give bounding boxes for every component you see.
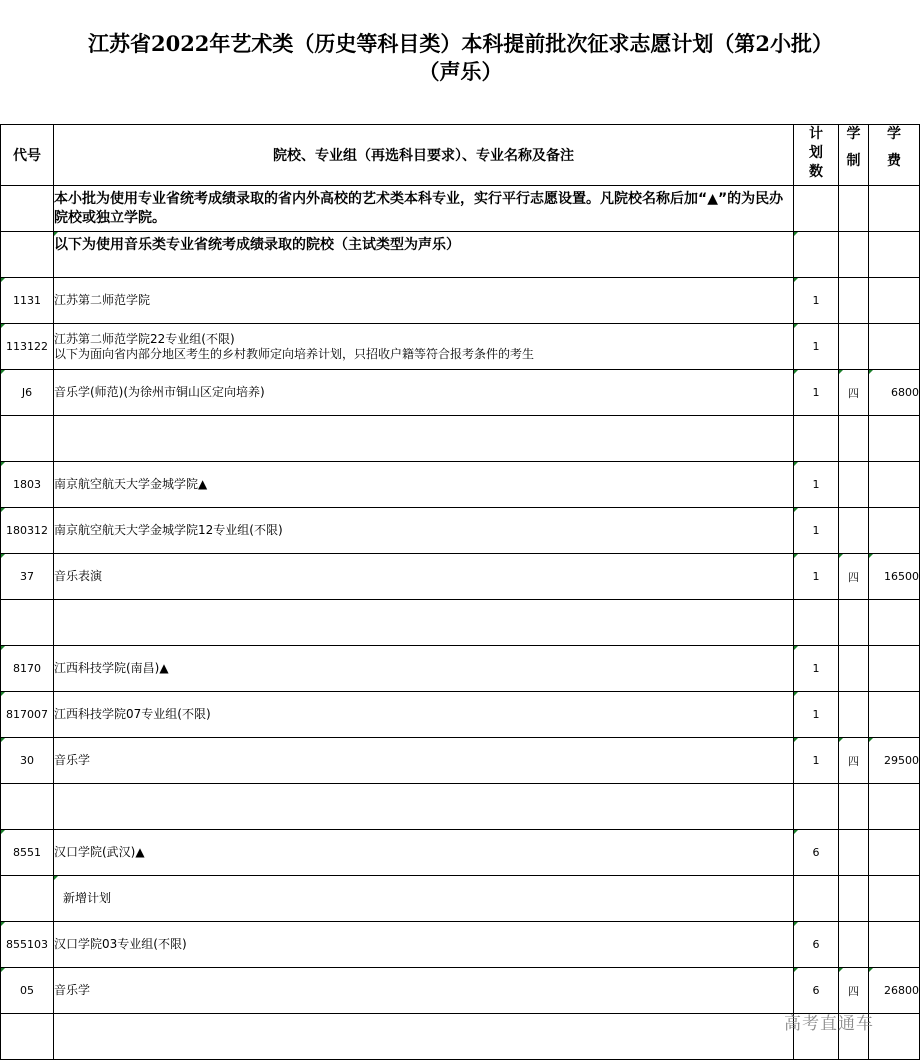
row-code: 1131 [1,278,54,324]
row-code [1,1014,54,1060]
table-row [1,738,920,784]
row-years [839,830,869,876]
row-code: 05 [1,968,54,1014]
row-plan: 1 [794,324,839,370]
watermark-text: 高考直通车 [784,1014,874,1034]
header-years: 学 制 [839,125,869,186]
row-plan: 6 [794,830,839,876]
header-plan-count: 计 划 数 [794,125,839,186]
row-fee: 6800 [869,370,920,416]
row-years [839,508,869,554]
row-code: 180312 [1,508,54,554]
row-description: 音乐学(师范)(为徐州市铜山区定向培养) [54,370,794,416]
row-description [54,416,794,462]
table-row [1,416,920,462]
row-fee [869,646,920,692]
row-fee [869,508,920,554]
row-description: 汉口学院(武汉)▲ [54,830,794,876]
row-years [839,600,869,646]
row-code: 113122 [1,324,54,370]
table-row [1,830,920,876]
row-description: 新增计划 [54,876,794,922]
row-description-line-2: 以下为面向省内部分地区考生的乡村教师定向培养计划，只招收户籍等符合报考条件的考生 [54,346,535,361]
row-code [1,784,54,830]
row-fee [869,1014,920,1060]
row-fee [869,922,920,968]
row-years [839,462,869,508]
table-row [1,508,920,554]
row-fee [869,600,920,646]
table-row [1,324,920,370]
table-row [1,462,920,508]
table-row [1,646,920,692]
row-years [839,922,869,968]
header-row [1,125,920,186]
row-description [54,324,794,370]
table-row [1,692,920,738]
row-description: 江西科技学院07专业组(不限) [54,692,794,738]
table-row [1,1014,920,1060]
row-plan: 1 [794,508,839,554]
row-plan: 1 [794,370,839,416]
row-years: 四 [839,738,869,784]
row-fee [869,830,920,876]
row-years: 四 [839,968,869,1014]
row-description: 南京航空航天大学金城学院12专业组(不限) [54,508,794,554]
row-code: 37 [1,554,54,600]
row-years [839,278,869,324]
intro-row [1,186,920,232]
row-code [1,876,54,922]
row-code [1,600,54,646]
row-fee [869,784,920,830]
table-row [1,278,920,324]
row-plan: 1 [794,692,839,738]
row-description: 音乐学 [54,738,794,784]
row-years [839,324,869,370]
row-description: 汉口学院03专业组(不限) [54,922,794,968]
row-code: J6 [1,370,54,416]
row-fee: 29500 [869,738,920,784]
header-description: 院校、专业组（再选科目要求）、专业名称及备注 [54,125,794,186]
row-description: 江苏第二师范学院 [54,278,794,324]
table-row [1,554,920,600]
row-description [54,600,794,646]
row-description [54,1014,794,1060]
table-row [1,784,920,830]
row-description: 音乐学 [54,968,794,1014]
row-description: 江西科技学院(南昌)▲ [54,646,794,692]
row-fee: 16500 [869,554,920,600]
row-years [839,646,869,692]
row-fee [869,692,920,738]
row-fee [869,278,920,324]
intro-text: 本小批为使用专业省统考成绩录取的省内外高校的艺术类本科专业，实行平行志愿设置。凡院校名称后加“▲”的为民办院校或独立学院。 [54,186,794,232]
table-row [1,876,920,922]
row-years [839,692,869,738]
row-code: 1803 [1,462,54,508]
row-plan [794,600,839,646]
row-plan: 1 [794,278,839,324]
row-code: 8170 [1,646,54,692]
row-fee [869,462,920,508]
page-title [0,30,921,86]
table-row [1,968,920,1014]
table-row [1,370,920,416]
table-row [1,922,920,968]
row-code: 855103 [1,922,54,968]
row-description [54,784,794,830]
row-code: 30 [1,738,54,784]
row-plan [794,876,839,922]
row-code: 817007 [1,692,54,738]
row-plan: 6 [794,968,839,1014]
section-text: 以下为使用音乐类专业省统考成绩录取的院校（主试类型为声乐） [54,232,794,278]
header-code: 代号 [1,125,54,186]
row-code: 8551 [1,830,54,876]
row-description: 南京航空航天大学金城学院▲ [54,462,794,508]
section-row [1,232,920,278]
row-years [839,784,869,830]
title-line-2: （声乐） [418,59,503,84]
row-plan: 1 [794,738,839,784]
row-years: 四 [839,554,869,600]
table-row [1,600,920,646]
row-plan [794,784,839,830]
row-code [1,416,54,462]
title-line-1: 江苏省2022年艺术类（历史等科目类）本科提前批次征求志愿计划（第2小批） [87,31,834,56]
row-years [839,416,869,462]
header-fee: 学 费 [869,125,920,186]
row-plan: 1 [794,554,839,600]
row-description: 音乐表演 [54,554,794,600]
row-years: 四 [839,370,869,416]
row-description-line-1: 江苏第二师范学院22专业组(不限) [54,331,235,346]
row-plan [794,416,839,462]
row-fee [869,876,920,922]
row-plan: 1 [794,462,839,508]
row-plan: 6 [794,922,839,968]
row-fee [869,324,920,370]
row-years [839,876,869,922]
row-plan: 1 [794,646,839,692]
row-fee [869,416,920,462]
plan-table [0,124,920,1060]
row-fee: 26800 [869,968,920,1014]
